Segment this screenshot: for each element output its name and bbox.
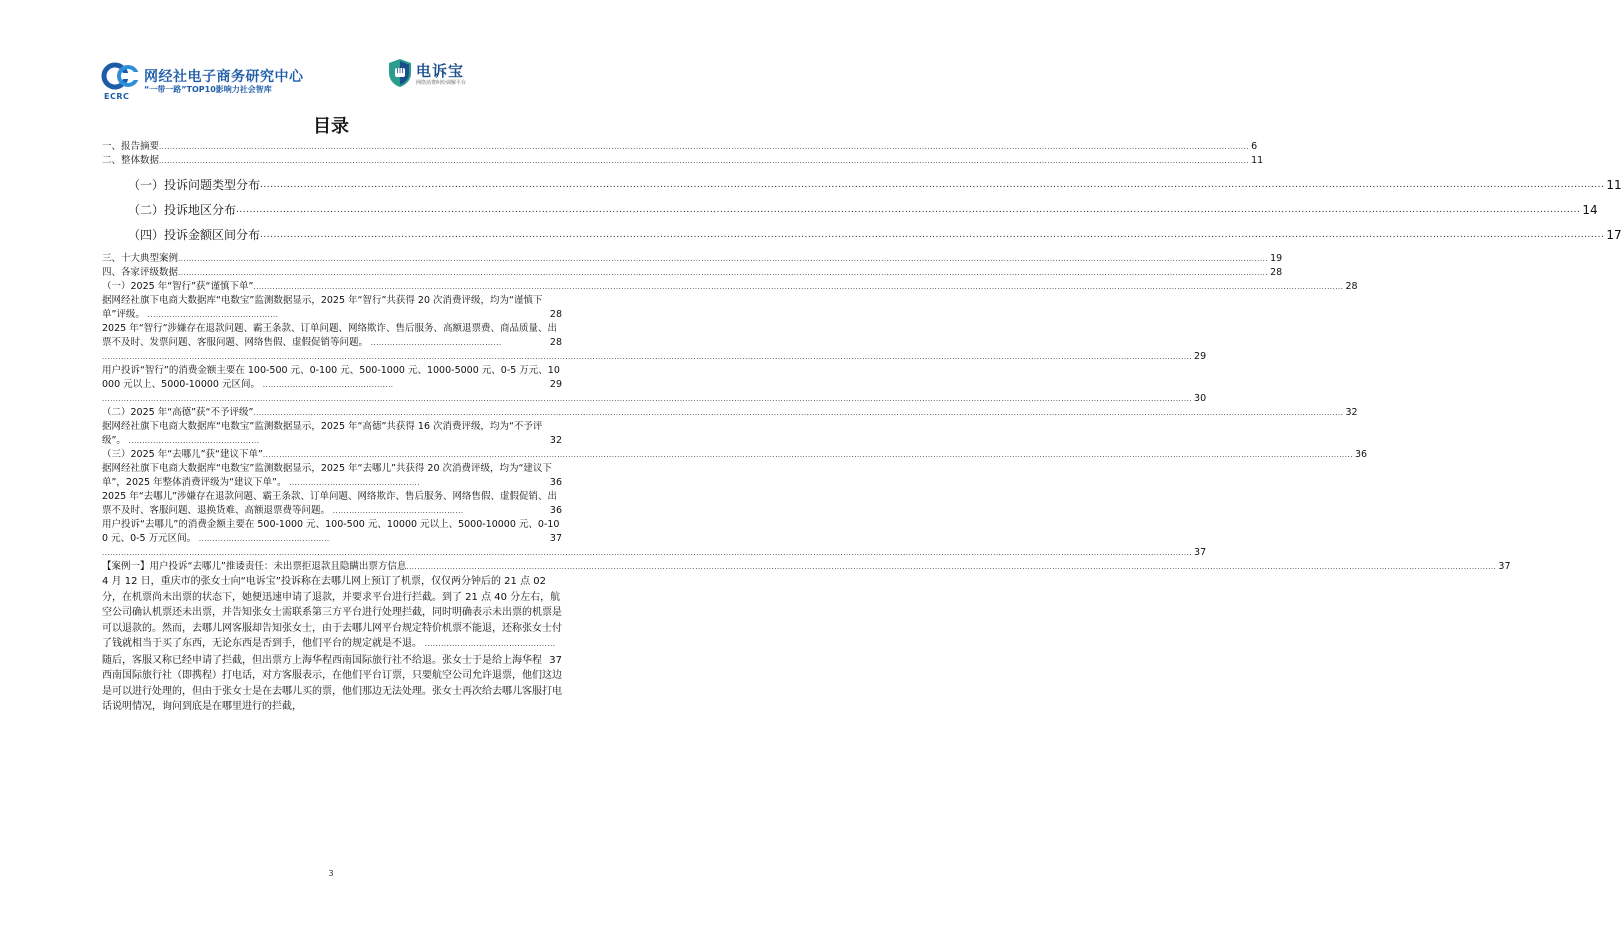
toc-leader: ................................................................................................................................................................................................................................................................................................................................................................................................................ <box>260 230 1605 240</box>
toc-page-number: 36 <box>1354 449 1368 460</box>
toc-entry-text: 随后，客服又称已经申请了拦截，但出票方上海华程西南国际旅行社不给退。张女士于是给上海华程西南国际旅行社（即携程）打电话，对方客服表示，在他们平台订票，只要航空公司允许退票，他们这边是可以进行处理的，但由于张女士是在去哪儿买的票，他们那边无法处理。张女士再次给去哪儿客服打电话说明情况，询问到底是在哪里进行的拦截， <box>102 654 562 712</box>
toc-page-number: 28 <box>1270 267 1283 278</box>
dianshubao-logo-name: 电诉宝 <box>416 62 465 80</box>
toc-entry[interactable] <box>102 322 562 350</box>
toc-page-number: 28 <box>1345 281 1358 292</box>
toc-entry-text: 用户投诉“去哪儿”的消费金额主要在 500-1000 元、100-500 元、10000 元以上、5000-10000 元、0-100 元、0-5 万元区间。 <box>102 519 560 544</box>
toc-entry[interactable] <box>102 252 1283 266</box>
page-number: 3 <box>328 869 334 878</box>
toc-entry-text: （一）2025 年“智行”获“谨慎下单” <box>102 281 254 292</box>
toc-entry[interactable] <box>102 266 1283 280</box>
toc-entry[interactable] <box>102 574 562 666</box>
toc-page-number: 28 <box>549 337 562 348</box>
toc-entry[interactable] <box>102 364 562 392</box>
toc-entry[interactable] <box>102 420 562 448</box>
toc-page-number: 32 <box>1345 407 1358 418</box>
toc-page-number: 36 <box>549 477 562 488</box>
toc-page-number: 28 <box>549 309 562 320</box>
toc-leader: ................................................................................................................................................................................................................................................................................................................................................................................................................ <box>178 255 1269 263</box>
toc-entry[interactable] <box>102 448 1368 462</box>
toc-page-number: 36 <box>549 505 562 516</box>
toc-leader: ................................................................................................................................................................................................................................................................................................................................................................................................................ <box>253 409 1344 417</box>
toc-leader: ................................................ <box>330 507 464 515</box>
toc-page-number: 32 <box>549 435 562 446</box>
toc-leader: ................................................ <box>286 479 420 487</box>
toc-leader: ................................................................................................................................................................................................................................................................................................................................................................................................................ <box>102 395 1193 403</box>
toc-leader: ................................................................................................................................................................................................................................................................................................................................................................................................................ <box>406 563 1497 571</box>
toc-entry-text: 4 月 12 日，重庆市的张女士向“电诉宝”投诉称在去哪儿网上预订了机票，仅仅两分钟后的 21 点 02 分，在机票尚未出票的状态下，她便迅速申请了退款，并要求平台进行拦截。到了 21 点 40 分左右，航空公司确认机票还未出票，并告知张女士需联系第三方平台进行处理拦截，同时明确表示未出票的机票是可以退款的。然而，去哪儿网客服却告知张女士，由于去哪儿网平台规定特价机票不能退，还称张女士付了钱就相当于买了东西，无论东西是否到手，他们平台的规定就是不退。 <box>102 576 562 649</box>
toc-entry-text: 据网经社旗下电商大数据库“电数宝”监测数据显示，2025 年“高德”共获得 16 次消费评级，均为“不予评级”。 <box>102 421 543 446</box>
toc-entry[interactable] <box>102 560 1511 574</box>
table-of-contents <box>102 140 1622 715</box>
toc-entry-text: 二、整体数据 <box>102 155 160 166</box>
toc-entry-text: 据网经社旗下电商大数据库“电数宝”监测数据显示，2025 年“智行”共获得 20 次消费评级，均为“谨慎下单”评级。 <box>102 295 543 320</box>
toc-leader: ................................................................................................................................................................................................................................................................................................................................................................................................................ <box>102 353 1193 361</box>
toc-entry-text: 一、报告摘要 <box>102 141 160 152</box>
toc-entry[interactable] <box>102 227 1622 243</box>
toc-leader: ................................................................................................................................................................................................................................................................................................................................................................................................................ <box>253 283 1344 291</box>
toc-page-number: 37 <box>1498 561 1511 572</box>
ecrc-logo-slogan: “一带一路”TOP10影响力社会智库 <box>144 85 272 94</box>
toc-entry-text: 2025 年“去哪儿”涉嫌存在退款问题、霸王条款、订单问题、网络欺诈、售后服务、网络售假、虚假促销、出票不及时、客服问题、退换货难、高额退票费等问题。 <box>102 491 558 516</box>
toc-leader: ................................................................................................................................................................................................................................................................................................................................................................................................................ <box>178 269 1269 277</box>
toc-entry-text: 四、各家评级数据 <box>102 267 179 278</box>
toc-leader: ................................................ <box>144 311 279 319</box>
toc-entry[interactable] <box>102 202 1598 218</box>
toc-leader: ................................................ <box>422 640 556 648</box>
toc-leader: ................................................ <box>260 381 394 389</box>
toc-entry[interactable] <box>102 406 1358 420</box>
toc-page-number: 37 <box>549 533 562 544</box>
toc-entry-text: （一）投诉问题类型分布 <box>128 178 261 192</box>
toc-leader: ................................................ <box>125 437 260 445</box>
toc-entry[interactable] <box>102 462 562 490</box>
toc-entry-text: （二）2025 年“高德”获“不予评级” <box>102 407 254 418</box>
toc-page-number: 14 <box>1582 203 1598 217</box>
toc-page-number: 6 <box>1251 141 1258 152</box>
ecrc-logo-name: 网经社电子商务研究中心 <box>144 69 304 85</box>
toc-entry-text: （四）投诉金额区间分布 <box>128 228 261 242</box>
toc-entry[interactable] <box>102 518 562 546</box>
toc-entry-text: （三）2025 年“去哪儿”获“建议下单” <box>102 449 263 460</box>
toc-entry-text: 2025 年“智行”涉嫌存在退款问题、霸王条款、订单问题、网络欺诈、售后服务、高额退票费、商品质量、出票不及时、发票问题、客服问题、网络售假、虚假促销等问题。 <box>102 323 558 348</box>
dianshubao-logo-subtitle: 网络消费纠纷调解平台 <box>416 80 467 86</box>
toc-entry-text: 【案例一】用户投诉“去哪儿”推诿责任：未出票拒退款且隐瞒出票方信息 <box>102 561 407 572</box>
toc-page-number: 29 <box>1194 351 1207 362</box>
ecrc-logo <box>102 62 312 102</box>
toc-entry[interactable] <box>102 392 1207 406</box>
ecrc-logo-abbr: ECRC <box>104 92 130 101</box>
toc-entry[interactable] <box>102 140 1258 154</box>
toc-entry[interactable] <box>102 490 562 518</box>
toc-leader: ................................................................................................................................................................................................................................................................................................................................................................................................................ <box>236 205 1581 215</box>
toc-entry-text: 三、十大典型案例 <box>102 253 179 264</box>
toc-page-number: 37 <box>549 654 562 666</box>
toc-page-number: 11 <box>1606 178 1622 192</box>
toc-leader: ................................................................................................................................................................................................................................................................................................................................................................................................................ <box>262 451 1353 459</box>
shield-fist-icon <box>388 58 412 88</box>
toc-page-number: 37 <box>1194 547 1207 558</box>
toc-leader: ................................................ <box>196 535 330 543</box>
toc-page-number: 17 <box>1606 228 1622 242</box>
toc-entry[interactable] <box>102 294 562 322</box>
toc-leader: ................................................................................................................................................................................................................................................................................................................................................................................................................ <box>159 157 1250 165</box>
toc-entry[interactable] <box>102 154 1264 168</box>
page-header <box>0 0 662 110</box>
toc-page-number: 30 <box>1194 393 1207 404</box>
toc-entry[interactable] <box>102 350 1207 364</box>
toc-leader: ................................................................................................................................................................................................................................................................................................................................................................................................................ <box>260 180 1605 190</box>
toc-entry[interactable] <box>102 280 1358 294</box>
toc-entry-text: 据网经社旗下电商大数据库“电数宝”监测数据显示，2025 年“去哪儿”共获得 20 次消费评级，均为“建议下单”，2025 年整体消费评级为“建议下单”。 <box>102 463 552 488</box>
dianshubao-logo <box>388 58 528 98</box>
toc-leader: ................................................ <box>368 339 502 347</box>
toc-page-number: 11 <box>1251 155 1264 166</box>
toc-entry-text: 用户投诉“智行”的消费金额主要在 100-500 元、0-100 元、500-1000 元、1000-5000 元、0-5 万元、10000 元以上、5000-10000 元区间。 <box>102 365 560 390</box>
toc-entry[interactable] <box>102 177 1622 193</box>
toc-leader: ................................................................................................................................................................................................................................................................................................................................................................................................................ <box>159 143 1250 151</box>
toc-entry[interactable] <box>102 546 1207 560</box>
toc-entry[interactable] <box>102 653 562 715</box>
toc-page-number: 19 <box>1270 253 1283 264</box>
toc-leader: ................................................................................................................................................................................................................................................................................................................................................................................................................ <box>102 549 1193 557</box>
page-title: 目录 <box>313 116 349 137</box>
toc-entry-text: （二）投诉地区分布 <box>128 203 237 217</box>
toc-page-number: 29 <box>549 379 562 390</box>
